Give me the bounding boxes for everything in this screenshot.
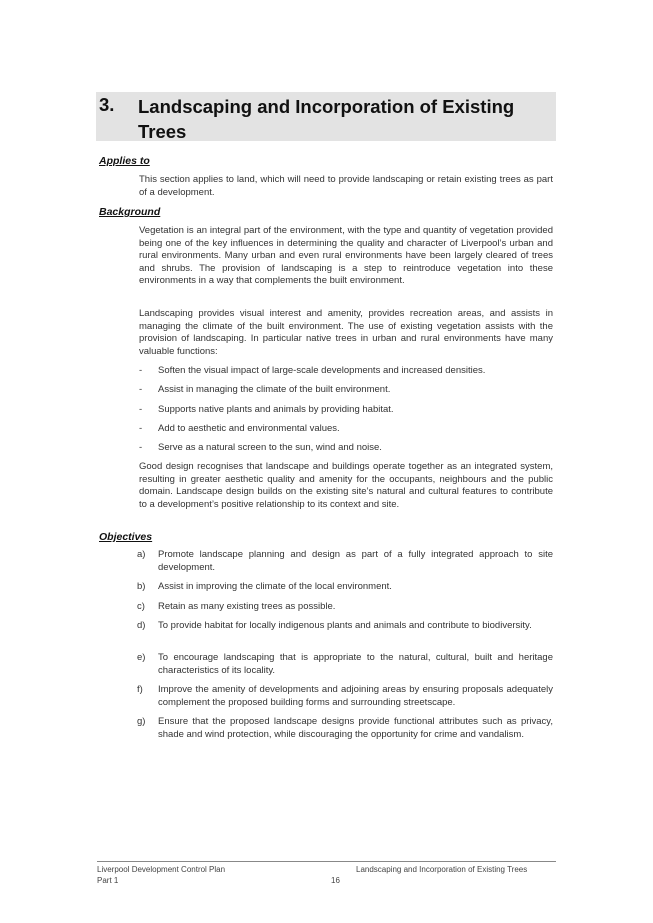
bullet-text: Supports native plants and animals by providing habitat. <box>158 404 394 415</box>
footer-divider <box>97 861 556 862</box>
background-paragraph: Vegetation is an integral part of the environment, with the type and quantity of vegetation provided being one of the key influences in determining the quality and character of Liverpool’s urban and rural environments. Many urban and even rural environments have been largely cleared of trees and shrubs. The provision of landscaping is a step to reintroduce vegetation into these environments in a way that complements the built environment. <box>139 225 553 287</box>
bullet-dash: - <box>139 442 143 453</box>
objectives-heading: Objectives <box>99 531 153 543</box>
footer-part: Part 1 <box>97 876 119 885</box>
bullet-dash: - <box>139 365 143 376</box>
objective-letter: b) <box>137 581 146 592</box>
applies-to-heading: Applies to <box>99 155 150 167</box>
objective-letter: a) <box>137 549 146 560</box>
objective-text: Improve the amenity of developments and adjoining areas by ensuring proposals adequately complement the proposed building forms and surrounding streetscape. <box>158 684 553 708</box>
page-number: 16 <box>331 876 340 885</box>
section-title: Landscaping and Incorporation of Existing Trees <box>138 96 515 142</box>
background-paragraph: Landscaping provides visual interest and amenity, provides recreation areas, and assists in managing the climate of the built environment. The use of existing vegetation assists with the provision of landscaping. In particular native trees in urban and rural environments have many valuable functions: <box>139 308 553 357</box>
background-heading: Background <box>99 206 161 218</box>
objective-text: To encourage landscaping that is appropriate to the natural, cultural, built and heritage characteristics of its locality. <box>158 652 553 676</box>
bullet-text: Add to aesthetic and environmental values. <box>158 423 340 434</box>
footer-section-title: Landscaping and Incorporation of Existing Trees <box>356 865 528 874</box>
objective-letter: e) <box>137 652 146 663</box>
bullet-text: Soften the visual impact of large-scale developments and increased densities. <box>158 365 486 376</box>
bullet-dash: - <box>139 384 143 395</box>
background-closing-paragraph: Good design recognises that landscape and buildings operate together as an integrated system, resulting in greater aesthetic quality and amenity for the occupants, neighbours and the public domain. Landscape design builds on the existing site’s natural and cultural features to contribute to a development’s positive relationship to its context and site. <box>139 461 553 510</box>
applies-to-text: This section applies to land, which will need to provide landscaping or retain existing trees as part of a development. <box>139 174 553 198</box>
bullet-text: Serve as a natural screen to the sun, wind and noise. <box>158 442 382 453</box>
objective-text: Retain as many existing trees as possible. <box>158 601 336 612</box>
objective-text: Assist in improving the climate of the local environment. <box>158 581 392 592</box>
objective-text: Promote landscape planning and design as part of a fully integrated approach to site development. <box>158 549 553 573</box>
objective-text: To provide habitat for locally indigenous plants and animals and contribute to biodiversity. <box>158 620 532 631</box>
section-number: 3. <box>99 94 115 115</box>
bullet-dash: - <box>139 423 143 434</box>
objective-text: Ensure that the proposed landscape designs provide functional attributes such as privacy, shade and wind protection, while discouraging the opportunity for crime and vandalism. <box>158 716 553 740</box>
objective-letter: g) <box>137 716 146 727</box>
footer-document-title: Liverpool Development Control Plan <box>97 865 226 874</box>
objective-letter: d) <box>137 620 146 631</box>
bullet-dash: - <box>139 404 143 415</box>
objective-letter: c) <box>137 601 145 612</box>
section-title-bar <box>96 92 556 141</box>
objective-letter: f) <box>137 684 143 695</box>
bullet-text: Assist in managing the climate of the built environment. <box>158 384 391 395</box>
